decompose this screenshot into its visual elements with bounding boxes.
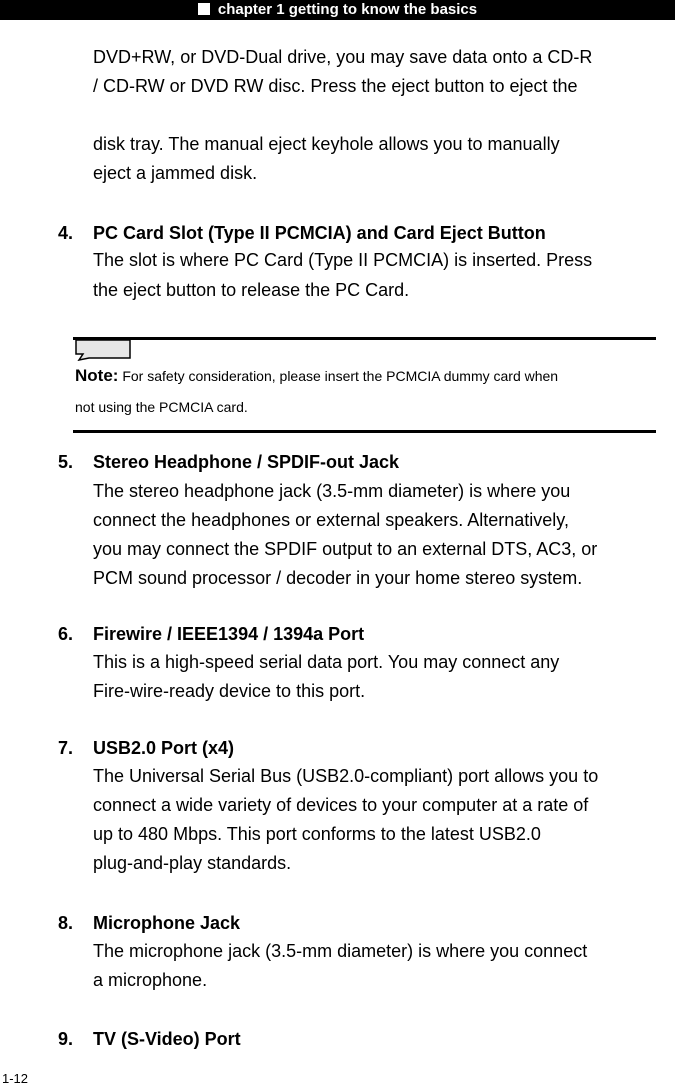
section-line: The microphone jack (3.5-mm diameter) is where you connect [93,941,588,961]
section-line: The stereo headphone jack (3.5-mm diameter) is where you [93,481,571,501]
section-line: PCM sound processor / decoder in your home stereo system. [93,568,583,588]
section-number: 6. [58,624,74,644]
section-line: you may connect the SPDIF output to an external DTS, AC3, or [93,539,598,559]
note-label: Note: [75,366,119,385]
section-line: connect a wide variety of devices to your computer at a rate of [93,795,589,815]
note-tab-icon [75,339,131,361]
chapter-header [0,0,675,20]
note-top-rule [73,337,656,340]
header-square-icon [198,3,210,15]
section-line: The Universal Serial Bus (USB2.0-compliant) port allows you to [93,766,599,786]
section-number: 8. [58,913,74,933]
section-line: the eject button to release the PC Card. [93,280,410,300]
note-body-line1: For safety consideration, please insert the PCMCIA dummy card when [118,368,559,384]
section-title: USB2.0 Port (x4) [93,738,235,758]
section-line: This is a high-speed serial data port. You may connect any [93,652,560,672]
section-title: Stereo Headphone / SPDIF-out Jack [93,452,400,472]
section-line: plug-and-play standards. [93,853,292,873]
intro-line: disk tray. The manual eject keyhole allows you to manually [93,134,560,154]
note-text-line1 [75,366,558,386]
intro-line: / CD-RW or DVD RW disc. Press the eject button to eject the [93,76,578,96]
note-body-line2: not using the PCMCIA card. [75,399,248,415]
section-title: TV (S-Video) Port [93,1029,241,1049]
section-title: PC Card Slot (Type II PCMCIA) and Card Eject Button [93,223,546,243]
note-bottom-rule [73,430,656,433]
section-line: connect the headphones or external speakers. Alternatively, [93,510,569,530]
section-line: up to 480 Mbps. This port conforms to the latest USB2.0 [93,824,541,844]
intro-line: eject a jammed disk. [93,163,258,183]
intro-line: DVD+RW, or DVD-Dual drive, you may save data onto a CD-R [93,47,593,67]
section-number: 5. [58,452,74,472]
section-line: Fire-wire-ready device to this port. [93,681,366,701]
section-line: The slot is where PC Card (Type II PCMCIA) is inserted. Press [93,250,593,270]
section-title: Firewire / IEEE1394 / 1394a Port [93,624,365,644]
page-number: 1-12 [2,1071,29,1086]
section-number: 4. [58,223,74,243]
chapter-title: chapter 1 getting to know the basics [217,1,478,18]
section-number: 7. [58,738,74,758]
section-line: a microphone. [93,970,208,990]
section-title: Microphone Jack [93,913,241,933]
section-number: 9. [58,1029,74,1049]
